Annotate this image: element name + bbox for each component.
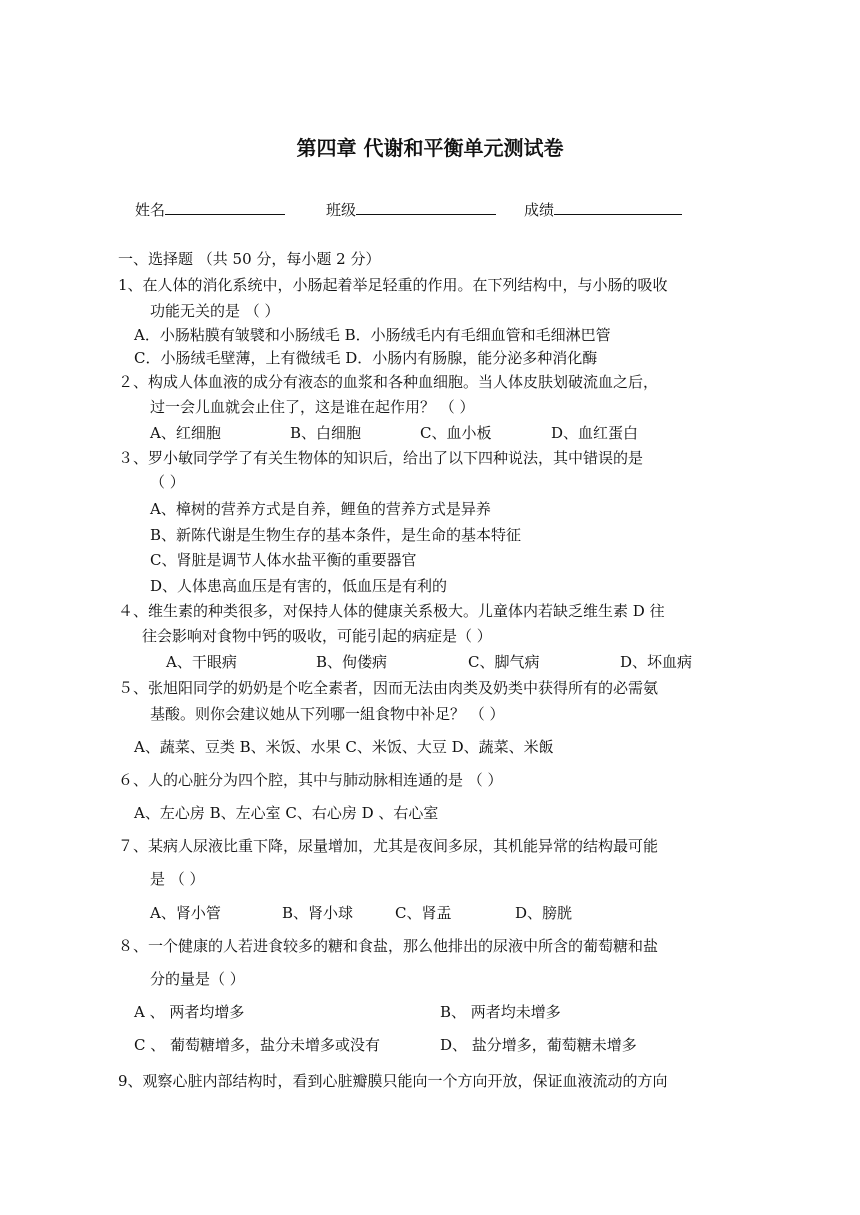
q7-option-c: C、肾盂 bbox=[395, 904, 452, 922]
q2-stem-line2: 过一会儿血就会止住了，这是谁在起作用？ （ ） bbox=[150, 398, 475, 416]
q2-option-b: B、白细胞 bbox=[290, 424, 362, 442]
q2-option-c: C、血小板 bbox=[420, 424, 492, 442]
class-blank[interactable] bbox=[356, 199, 496, 215]
name-label: 姓名 bbox=[135, 201, 166, 219]
name-blank[interactable] bbox=[165, 199, 285, 215]
q4-stem-line2: 往会影响对食物中钙的吸收，可能引起的病症是（ ） bbox=[142, 627, 492, 645]
q3-option-b: B、新陈代谢是生物生存的基本条件，是生命的基本特征 bbox=[150, 526, 522, 544]
q3-option-d: D、人体患高血压是有害的，低血压是有利的 bbox=[150, 577, 448, 595]
q4-option-c: C、脚气病 bbox=[468, 653, 540, 671]
q8-option-d: D、 盐分增多，葡萄糖未增多 bbox=[440, 1036, 637, 1054]
page-title: 第四章 代谢和平衡单元测试卷 bbox=[296, 136, 564, 160]
q8-option-b: B、 两者均未增多 bbox=[440, 1003, 561, 1021]
q4-option-a: A、干眼病 bbox=[166, 653, 237, 671]
class-field bbox=[326, 199, 496, 220]
section-heading: 一、选择题 （共 50 分，每小题 2 分） bbox=[118, 250, 381, 268]
q1-options-ab: A．小肠粘膜有皱襞和小肠绒毛 B．小肠绒毛内有毛细血管和毛细淋巴管 bbox=[134, 326, 611, 344]
score-field bbox=[524, 199, 682, 220]
score-label: 成绩 bbox=[524, 201, 555, 219]
q7-option-d: D、膀胱 bbox=[515, 904, 573, 922]
q7-stem-line1: ７、某病人尿液比重下降，尿量增加，尤其是夜间多尿，其机能异常的结构最可能 bbox=[118, 837, 659, 855]
q1-stem-line1: 1、在人体的消化系统中，小肠起着举足轻重的作用。在下列结构中，与小肠的吸收 bbox=[118, 276, 668, 294]
class-label: 班级 bbox=[326, 201, 357, 219]
q4-option-d: D、坏血病 bbox=[620, 653, 693, 671]
q8-stem-line2: 分的量是（ ） bbox=[150, 970, 245, 988]
q3-stem-line1: ３、罗小敏同学学了有关生物体的知识后，给出了以下四种说法，其中错误的是 bbox=[118, 449, 644, 467]
q5-stem-line1: ５、张旭阳同学的奶奶是个吃全素者，因而无法由肉类及奶类中获得所有的必需氨 bbox=[118, 679, 659, 697]
q2-option-a: A、红细胞 bbox=[150, 424, 221, 442]
q3-stem-line2: （ ） bbox=[150, 473, 185, 491]
q1-stem-line2: 功能无关的是 （ ） bbox=[150, 302, 280, 320]
q5-options: A、蔬菜、豆类 B、米饭、水果 C、米饭、大豆 D、蔬菜、米飯 bbox=[134, 738, 554, 756]
q4-stem-line1: ４、维生素的种类很多，对保持人体的健康关系极大。儿童体内若缺乏维生素 D 往 bbox=[118, 602, 665, 620]
q9-stem-line1: 9、观察心脏内部结构时，看到心脏瓣膜只能向一个方向开放，保证血液流动的方向 bbox=[118, 1072, 668, 1090]
q8-option-a: A 、 两者均增多 bbox=[134, 1003, 245, 1021]
q2-stem-line1: ２、构成人体血液的成分有液态的血浆和各种血细胞。当人体皮肤划破流血之后， bbox=[118, 373, 659, 391]
name-field bbox=[135, 199, 285, 220]
q1-options-cd: C．小肠绒毛壁薄，上有微绒毛 D．小肠内有肠腺，能分泌多种消化酶 bbox=[134, 349, 598, 367]
q6-options: A、左心房 B、左心室 C、右心房 D 、右心室 bbox=[134, 804, 439, 822]
q6-stem: ６、人的心脏分为四个腔，其中与肺动脉相连通的是 （ ） bbox=[118, 771, 503, 789]
q8-stem-line1: ８、一个健康的人若进食较多的糖和食盐，那么他排出的尿液中所含的葡萄糖和盐 bbox=[118, 937, 659, 955]
q4-option-b: B、佝偻病 bbox=[316, 653, 388, 671]
q3-option-c: C、肾脏是调节人体水盐平衡的重要器官 bbox=[150, 551, 417, 569]
q7-option-a: A、肾小管 bbox=[150, 904, 221, 922]
q5-stem-line2: 基酸。则你会建议她从下列哪一組食物中补足？ （ ） bbox=[150, 705, 505, 723]
q7-stem-line2: 是 （ ） bbox=[150, 870, 205, 888]
q8-option-c: C 、 葡萄糖增多，盐分未增多或没有 bbox=[134, 1036, 381, 1054]
q2-option-d: D、血红蛋白 bbox=[551, 424, 639, 442]
q7-option-b: B、肾小球 bbox=[282, 904, 354, 922]
q3-option-a: A、樟树的营养方式是自养，鲤鱼的营养方式是异养 bbox=[150, 500, 491, 518]
score-blank[interactable] bbox=[554, 199, 682, 215]
